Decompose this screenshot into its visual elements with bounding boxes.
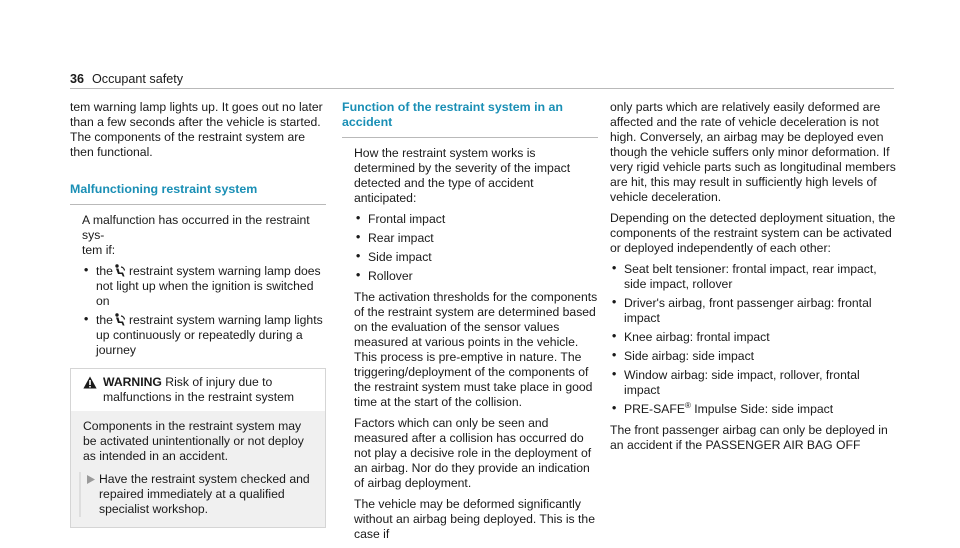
bullet-icon: • [612, 329, 617, 343]
col2-body [342, 146, 598, 542]
action-arrow-icon [87, 475, 95, 484]
page-header [70, 72, 183, 87]
list-item: • Frontal impact [356, 211, 446, 226]
col2-intro: How the restraint system works is determined by the severity of the impact detected and the type of accident anticipated: [354, 146, 571, 205]
component-list [610, 262, 896, 417]
bullet-icon: • [356, 268, 361, 282]
bullet-icon: • [612, 401, 617, 415]
warning-action: Have the restraint system checked and repaired immediately at a qualified specialist workshop. [83, 472, 313, 517]
malfunction-list [82, 264, 326, 358]
col2-paragraph-3: The vehicle may be deformed significantly without an airbag being deployed. This is the case if [354, 497, 595, 541]
bullet-icon: • [612, 261, 617, 275]
bullet-icon: • [612, 367, 617, 381]
list-item: • Side airbag: side impact [612, 348, 755, 363]
heading-function: Function of the restraint system in an accident [342, 100, 598, 138]
bullet-icon: • [356, 230, 361, 244]
column-1 [70, 100, 326, 528]
col2-paragraph-2: Factors which can only be seen and measured after a collision has occurred do not play a decisive role in the deployment of an airbag. Nor do they provide an indication of airbag deployment. [354, 416, 592, 490]
col3-paragraph-3: The front passenger airbag can only be deployed in an accident if the PASSENGER AIR BAG OFF [610, 423, 888, 452]
list-item: • Side impact [356, 249, 432, 264]
col3-paragraph-2: Depending on the detected deployment situation, the components of the restraint system can be activated or deployed independently of each other: [610, 211, 896, 255]
col1-intro: tem warning lamp lights up. It goes out no later than a few seconds after the vehicle is started. The components of the restraint system are then functional. [70, 100, 323, 159]
list-item: • the restraint system warning lamp lights up continuously or repeatedly during a journey [84, 312, 323, 357]
bullet-icon: • [84, 263, 89, 277]
bullet-icon: • [612, 295, 617, 309]
col1-lead: A malfunction has occurred in the restraint sys- tem if: [82, 213, 310, 257]
warning-box [70, 368, 326, 528]
bullet-icon: • [356, 249, 361, 263]
bullet-icon: • [84, 312, 89, 326]
column-3 [610, 100, 896, 459]
col3-paragraph-1: only parts which are relatively easily deformed are affected and the rate of vehicle deceleration is not high. Conversely, an airbag may be deployed even though the vehicle suffers only minor deformation. If very rigid vehicle parts such as longitudinal members are hit, this may result in sufficiently high levels of vehicle deceleration. [610, 100, 896, 204]
restraint-system-warning-icon [114, 264, 126, 277]
warning-body [71, 411, 325, 527]
page-number: 36 [70, 72, 85, 86]
impact-list [354, 212, 598, 284]
bullet-icon: • [612, 348, 617, 362]
header-rule [70, 88, 894, 89]
action-bar [79, 472, 81, 517]
warning-title: WARNING Risk of injury due to malfunctions in the restraint system [103, 375, 295, 404]
bullet-icon: • [356, 211, 361, 225]
list-item: • Knee airbag: frontal impact [612, 329, 770, 344]
column-2 [342, 100, 598, 548]
list-item: • PRE-SAFE® Impulse Side: side impact [612, 400, 834, 416]
list-item: • Driver's airbag, front passenger airbag: frontal impact [612, 295, 872, 325]
list-item: • Rollover [356, 268, 413, 283]
warning-triangle-icon [83, 376, 97, 389]
warning-text: Components in the restraint system may be activated unintentionally or not deploy as intended in an accident. [83, 419, 304, 463]
heading-malfunctioning: Malfunctioning restraint system [70, 182, 326, 205]
list-item: • Window airbag: side impact, rollover, frontal impact [612, 367, 860, 397]
section-title: Occupant safety [92, 72, 184, 86]
list-item: • Rear impact [356, 230, 434, 245]
col1-body [70, 213, 326, 358]
list-item: • the restraint system warning lamp does not light up when the ignition is switched on [84, 263, 321, 308]
col2-paragraph-1: The activation thresholds for the components of the restraint system are determined based on the evaluation of the sensor values measured at various points in the vehicle. This process is pre-emptive in nature. The triggering/deployment of the components of the restraint system must take place in good time at the start of the collision. [354, 290, 598, 409]
registered-mark: ® [684, 400, 691, 410]
warning-header [71, 369, 325, 411]
list-item: • Seat belt tensioner: frontal impact, rear impact, side impact, rollover [612, 261, 877, 291]
restraint-system-warning-icon [114, 313, 126, 326]
